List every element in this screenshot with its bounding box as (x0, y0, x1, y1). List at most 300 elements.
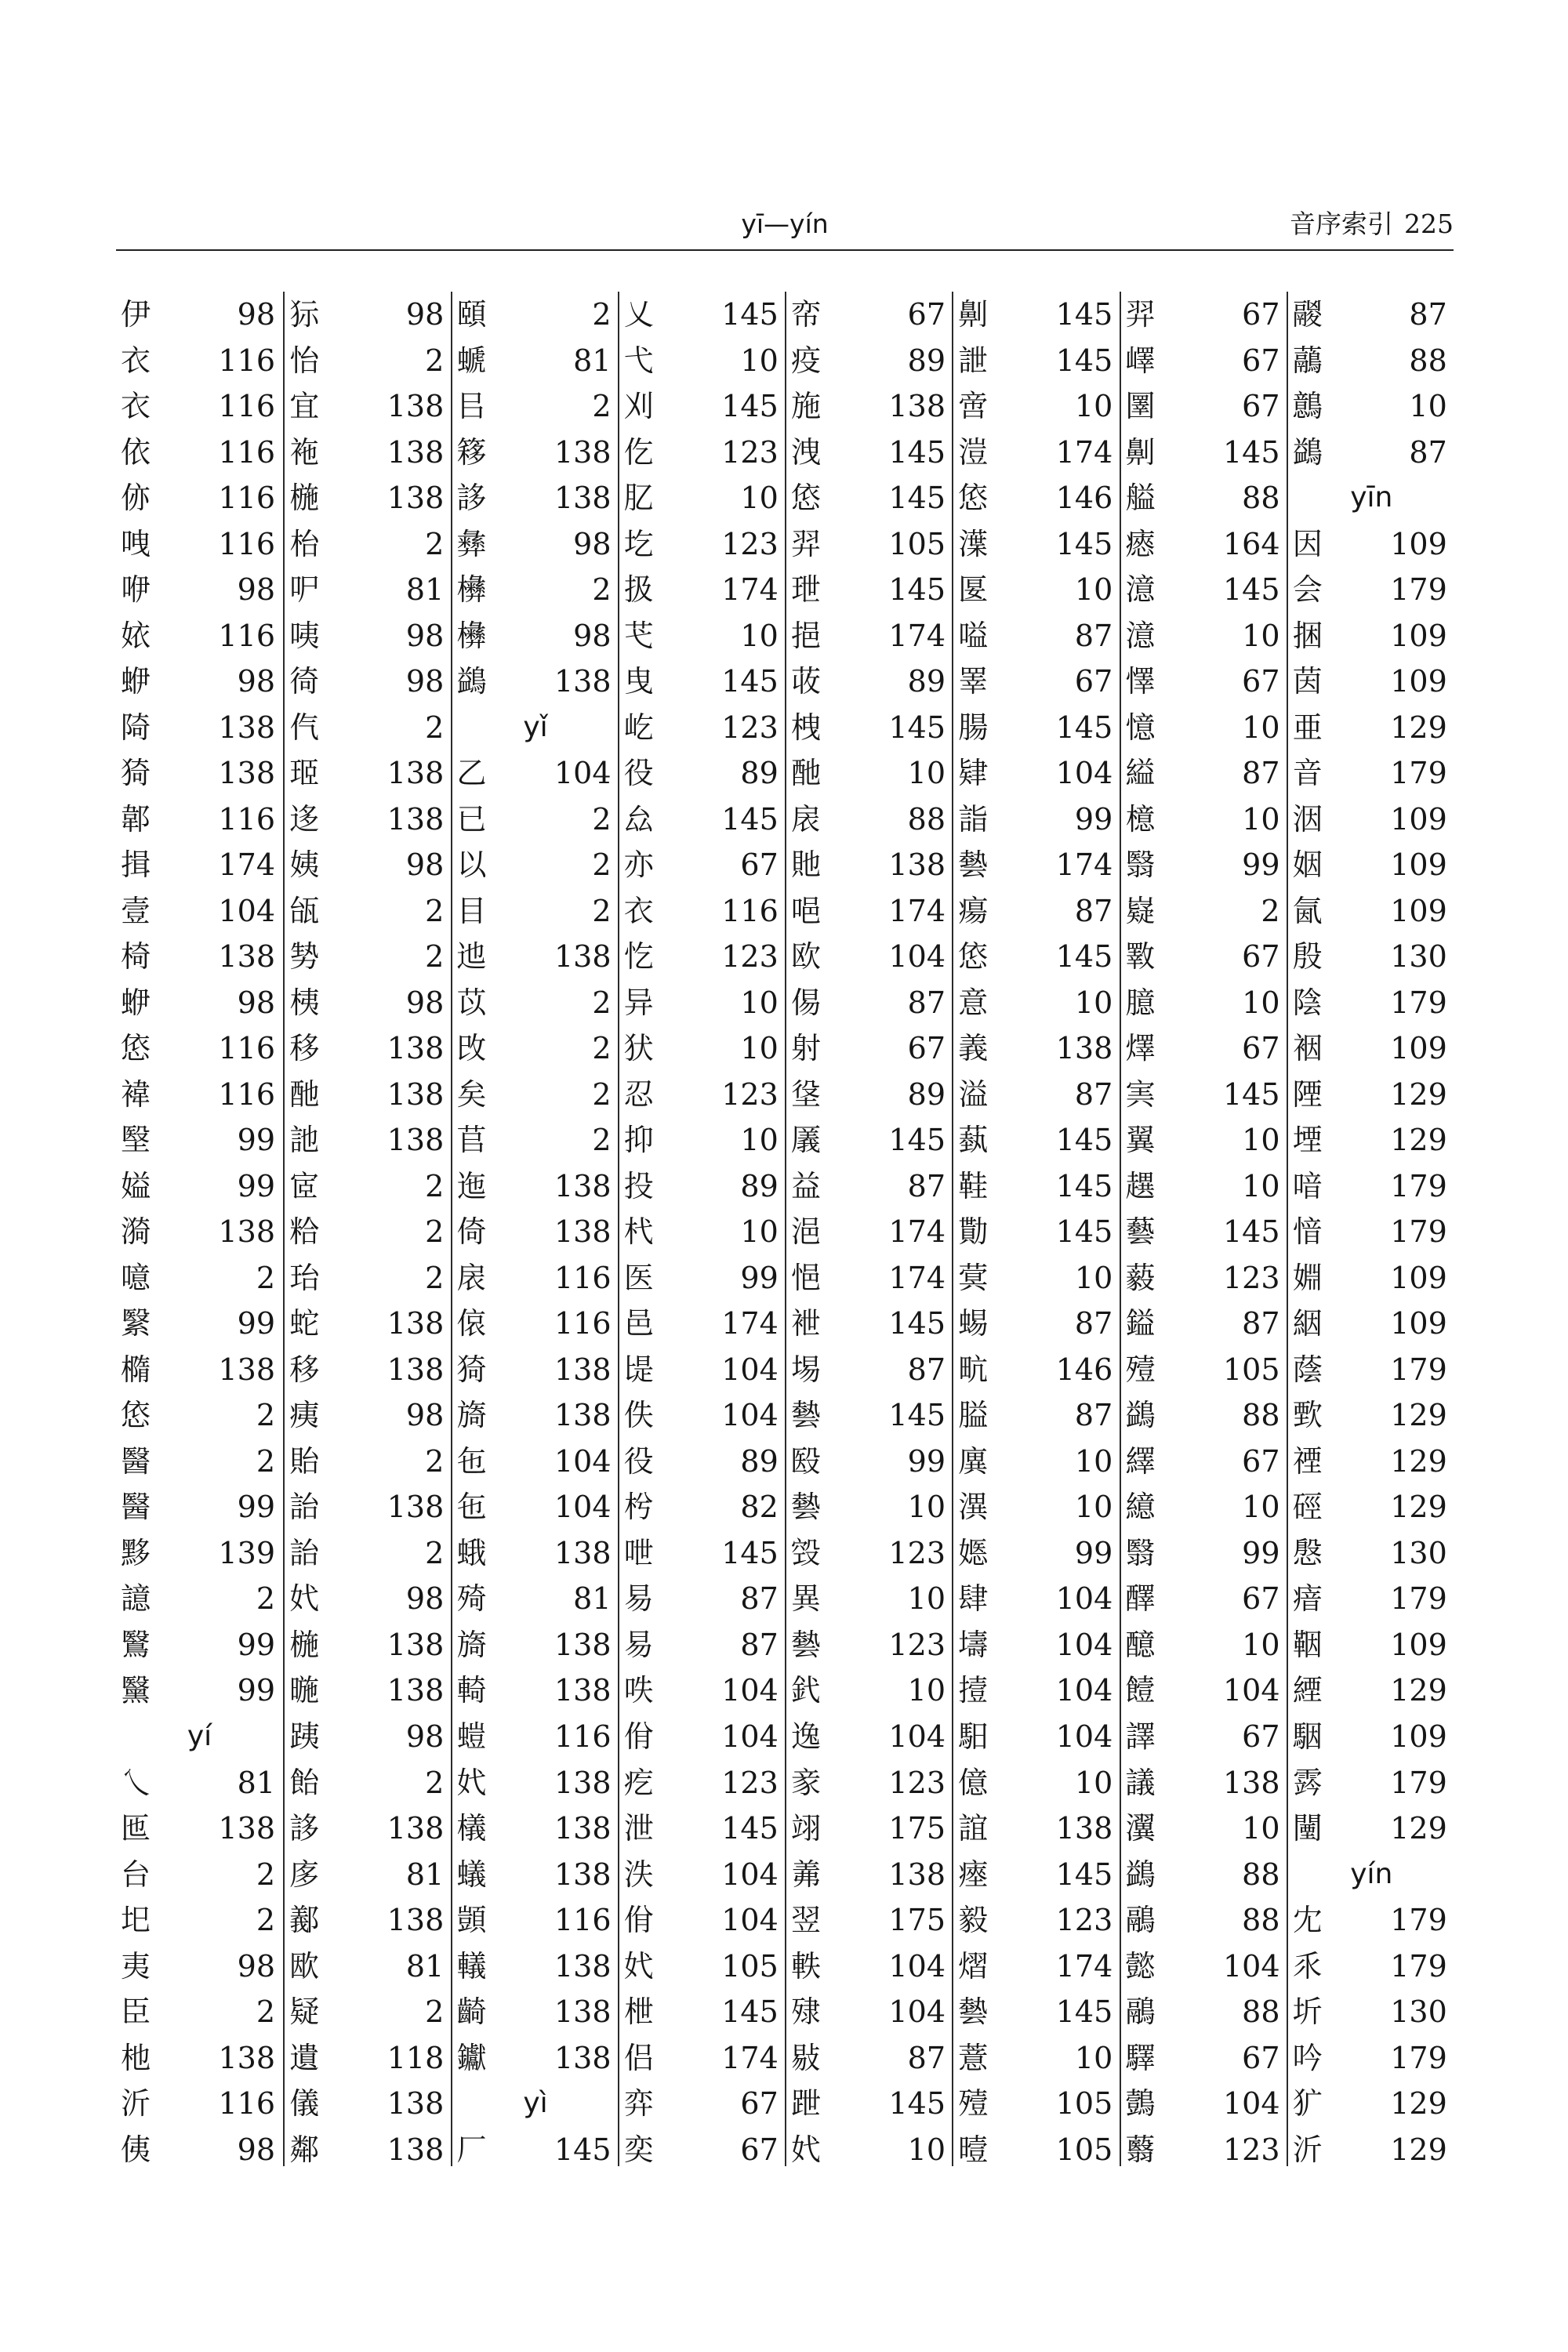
entry-page-number: 2 (592, 572, 612, 608)
index-entry (953, 1301, 1120, 1346)
entry-character: 圯 (121, 1903, 151, 1938)
entry-character: 扆 (456, 1260, 487, 1295)
entry-character: 洩 (791, 434, 822, 470)
entry-page-number: 104 (721, 1673, 779, 1708)
entry-character: 陰 (1292, 985, 1323, 1020)
index-entry (452, 1989, 619, 2034)
index-entry (1121, 292, 1288, 337)
index-entry (786, 1714, 953, 1759)
index-entry (619, 1072, 786, 1117)
entry-character: 忔 (623, 939, 654, 975)
entry-character: 㙯 (791, 1398, 822, 1433)
entry-page-number: 179 (1390, 1765, 1447, 1800)
entry-page-number: 138 (218, 1811, 275, 1846)
index-entry (285, 1852, 452, 1897)
index-column (952, 292, 1120, 2166)
index-entry (786, 1622, 953, 1668)
entry-character: 翊 (791, 1811, 822, 1846)
index-entry (619, 1530, 786, 1576)
entry-page-number: 179 (1390, 985, 1447, 1020)
entry-page-number: 88 (907, 801, 946, 837)
entry-page-number: 89 (740, 1443, 779, 1479)
entry-page-number: 81 (405, 1948, 445, 1984)
entry-character: 杝 (121, 2040, 151, 2075)
entry-character: 倚 (456, 1214, 487, 1250)
entry-page-number: 138 (218, 939, 275, 975)
entry-page-number: 116 (218, 526, 275, 561)
index-entry (786, 934, 953, 979)
entry-page-number: 138 (554, 1811, 612, 1846)
index-entry (452, 1897, 619, 1943)
index-entry (285, 1622, 452, 1668)
index-entry (1121, 430, 1288, 475)
index-entry (786, 613, 953, 659)
entry-page-number: 174 (1055, 1948, 1113, 1984)
index-entry (786, 842, 953, 887)
index-entry (116, 2127, 283, 2172)
index-entry (1121, 1806, 1288, 1851)
entry-page-number: 67 (1242, 343, 1280, 378)
index-entry (1121, 659, 1288, 704)
entry-character: 鬷 (1292, 297, 1323, 332)
index-entry (619, 659, 786, 704)
entry-page-number: 179 (1390, 572, 1447, 608)
entry-page-number: 88 (1242, 1994, 1280, 2030)
entry-page-number: 129 (1390, 710, 1447, 745)
index-entry (953, 1944, 1120, 1989)
entry-character: 瘱 (1125, 526, 1156, 561)
entry-character: 夷 (121, 1948, 151, 1984)
entry-character: 犷 (1292, 2086, 1323, 2122)
entry-character: 㢁 (289, 1857, 320, 1892)
entry-page-number: 10 (1242, 1168, 1280, 1203)
index-entry (285, 1025, 452, 1071)
entry-page-number: 174 (888, 618, 946, 653)
entry-character: 軼 (791, 1948, 822, 1984)
index-entry (953, 1117, 1120, 1163)
entry-page-number: 174 (218, 848, 275, 883)
entry-page-number: 67 (1242, 1031, 1280, 1066)
entry-page-number: 99 (1242, 1535, 1280, 1570)
index-entry (285, 383, 452, 429)
entry-page-number: 89 (740, 1168, 779, 1203)
entry-page-number: 145 (721, 1535, 779, 1570)
index-entry (116, 1255, 283, 1301)
entry-page-number: 10 (1074, 389, 1113, 424)
index-entry (452, 1714, 619, 1759)
entry-character: 蛜 (121, 664, 151, 699)
entry-character: 澺 (1125, 572, 1156, 608)
entry-page-number: 10 (907, 1673, 946, 1708)
index-entry (619, 1163, 786, 1209)
entry-character: 鷁 (1292, 434, 1323, 470)
index-entry (1288, 1668, 1455, 1713)
entry-page-number: 10 (907, 756, 946, 791)
entry-character: 㙯 (958, 1994, 989, 2030)
index-entry (452, 1072, 619, 1117)
entry-page-number: 145 (721, 1994, 779, 2030)
entry-page-number: 145 (1055, 1857, 1113, 1892)
index-entry (953, 1072, 1120, 1117)
entry-character: 瓵 (289, 893, 320, 928)
entry-character: 瘞 (958, 1857, 989, 1892)
index-entry (285, 1392, 452, 1438)
entry-page-number: 138 (554, 1214, 612, 1250)
entry-character: 匽 (958, 572, 989, 608)
entry-page-number: 138 (554, 1673, 612, 1708)
entry-page-number: 81 (405, 572, 445, 608)
index-entry (1288, 1897, 1455, 1943)
index-entry (1288, 1530, 1455, 1576)
entry-character: 顗 (456, 1903, 487, 1938)
entry-page-number: 179 (1390, 1352, 1447, 1387)
entry-page-number: 116 (218, 1031, 275, 1066)
index-entry (619, 1668, 786, 1713)
index-entry (452, 1163, 619, 1209)
index-entry (116, 1301, 283, 1346)
entry-character: 易 (623, 1581, 654, 1617)
entry-page-number: 130 (1390, 939, 1447, 975)
index-entry (786, 1760, 953, 1806)
entry-character: 酏 (791, 756, 822, 791)
header-right (1290, 202, 1454, 246)
entry-page-number: 99 (237, 1306, 275, 1341)
entry-page-number: 138 (554, 939, 612, 975)
entry-character: 懿 (1125, 1948, 1156, 1984)
entry-page-number: 129 (1390, 1673, 1447, 1708)
entry-character: 㐌 (456, 1443, 487, 1479)
entry-page-number: 109 (1390, 664, 1447, 699)
entry-page-number: 10 (1074, 1260, 1113, 1295)
entry-character: 枻 (623, 1994, 654, 2030)
entry-character: 䣡 (289, 1903, 320, 1938)
entry-character: 医 (623, 1260, 654, 1295)
index-entry (1288, 292, 1455, 337)
index-entry (953, 475, 1120, 521)
index-entry (116, 1163, 283, 1209)
entry-page-number: 81 (405, 1857, 445, 1892)
entry-character: 鷾 (1292, 389, 1323, 424)
entry-page-number: 98 (237, 297, 275, 332)
entry-page-number: 116 (721, 893, 779, 928)
entry-character: 吟 (1292, 2040, 1323, 2075)
entry-character: 宧 (289, 1168, 320, 1203)
entry-character: 瀷 (1125, 1811, 1156, 1846)
index-entry (285, 1072, 452, 1117)
entry-page-number: 2 (592, 985, 612, 1020)
entry-character: 藝 (1125, 1214, 1156, 1250)
entry-character: 翌 (791, 1903, 822, 1938)
entry-page-number: 10 (740, 1031, 779, 1066)
entry-character: 会 (1292, 572, 1323, 608)
entry-page-number: 109 (1390, 801, 1447, 837)
entry-page-number: 123 (721, 434, 779, 470)
entry-character: 殹 (791, 1443, 822, 1479)
index-entry (953, 1392, 1120, 1438)
index-entry (786, 1806, 953, 1851)
entry-page-number: 145 (1055, 297, 1113, 332)
entry-page-number: 174 (888, 1260, 946, 1295)
index-entry (953, 1025, 1120, 1071)
entry-character: 儀 (289, 2086, 320, 2122)
entry-page-number: 98 (405, 297, 445, 332)
index-entry (1121, 1760, 1288, 1806)
entry-page-number: 104 (554, 1443, 612, 1479)
index-entry (619, 1301, 786, 1346)
entry-page-number: 2 (425, 1214, 445, 1250)
entry-character: 枍 (623, 1490, 654, 1525)
index-entry (953, 1806, 1120, 1851)
entry-page-number: 98 (237, 985, 275, 1020)
entry-character: 㚤 (456, 1765, 487, 1800)
entry-page-number: 99 (237, 1673, 275, 1708)
index-entry (1288, 1392, 1455, 1438)
entry-page-number: 145 (888, 710, 946, 745)
entry-character: 乂 (623, 297, 654, 332)
entry-page-number: 138 (554, 1857, 612, 1892)
index-entry (619, 1484, 786, 1530)
entry-character: 浥 (791, 1214, 822, 1250)
index-entry (116, 1989, 283, 2034)
entry-character: 施 (791, 389, 822, 424)
index-entry (619, 980, 786, 1025)
entry-character: 檥 (456, 1811, 487, 1846)
index-entry (116, 659, 283, 704)
entry-character: 黟 (121, 1535, 151, 1570)
entry-character: 彝 (456, 526, 487, 561)
entry-page-number: 2 (592, 1031, 612, 1066)
index-entry (786, 980, 953, 1025)
entry-character: 旖 (456, 1398, 487, 1433)
entry-page-number: 88 (1242, 481, 1280, 516)
entry-page-number: 129 (1390, 1443, 1447, 1479)
index-entry (452, 842, 619, 887)
entry-page-number: 2 (425, 343, 445, 378)
pinyin-heading: yì (523, 2087, 548, 2120)
index-entry (1288, 1117, 1455, 1163)
index-entry (1288, 1760, 1455, 1806)
entry-character: 澺 (1125, 618, 1156, 653)
entry-page-number: 179 (1390, 2040, 1447, 2075)
index-entry (285, 1897, 452, 1943)
entry-character: 欧 (791, 939, 822, 975)
index-entry (786, 1392, 953, 1438)
entry-page-number: 138 (387, 1306, 445, 1341)
entry-page-number: 67 (1242, 664, 1280, 699)
entry-character: 腸 (958, 710, 989, 745)
entry-character: 劓 (1125, 434, 1156, 470)
index-column (451, 292, 619, 2166)
index-entry (452, 1439, 619, 1484)
entry-character: 鞋 (958, 1168, 989, 1203)
entry-character: 醷 (1125, 1627, 1156, 1662)
entry-page-number: 145 (1055, 1168, 1113, 1203)
entry-page-number: 179 (1390, 1948, 1447, 1984)
index-entry (1121, 521, 1288, 567)
entry-character: 譩 (121, 1581, 151, 1617)
index-entry (116, 934, 283, 979)
entry-character: 仡 (623, 434, 654, 470)
entry-page-number: 10 (1242, 618, 1280, 653)
index-entry (1288, 1944, 1455, 1989)
entry-character: 誼 (958, 1811, 989, 1846)
entry-page-number: 104 (1055, 756, 1113, 791)
entry-page-number: 174 (888, 1214, 946, 1250)
entry-page-number: 99 (237, 1123, 275, 1158)
index-entry (452, 567, 619, 612)
index-entry (116, 475, 283, 521)
entry-page-number: 10 (1242, 985, 1280, 1020)
entry-page-number: 98 (237, 664, 275, 699)
index-entry (619, 1989, 786, 2034)
index-entry (452, 383, 619, 429)
index-entry (1288, 1484, 1455, 1530)
entry-page-number: 104 (888, 1719, 946, 1754)
entry-character: 圪 (623, 526, 654, 561)
index-entry (1288, 613, 1455, 659)
entry-character: 揖 (121, 848, 151, 883)
index-entry (1121, 842, 1288, 887)
entry-character: 沂 (121, 2086, 151, 2122)
entry-page-number: 99 (907, 1443, 946, 1479)
entry-page-number: 99 (740, 1260, 779, 1295)
entry-character: 泄 (623, 1811, 654, 1846)
entry-character: 郼 (121, 801, 151, 837)
entry-page-number: 2 (425, 1535, 445, 1570)
index-entry (1288, 1439, 1455, 1484)
index-entry (285, 2081, 452, 2126)
index-entry (1121, 1301, 1288, 1346)
entry-character: 迆 (456, 939, 487, 975)
entry-page-number: 2 (592, 1123, 612, 1158)
entry-page-number: 81 (573, 1581, 612, 1617)
entry-character: 㕒 (791, 1123, 822, 1158)
entry-page-number: 138 (888, 848, 946, 883)
entry-character: 肆 (958, 1581, 989, 1617)
index-entry (1121, 1347, 1288, 1392)
index-column (283, 292, 452, 2166)
entry-character: 頤 (456, 297, 487, 332)
entry-character: 粭 (289, 1214, 320, 1250)
entry-character: 乀 (121, 1765, 151, 1800)
entry-page-number: 10 (907, 1490, 946, 1525)
entry-character: 宜 (289, 389, 320, 424)
entry-page-number: 89 (740, 756, 779, 791)
index-entry (1121, 1576, 1288, 1621)
entry-character: 椸 (289, 481, 320, 516)
entry-page-number: 138 (387, 1811, 445, 1846)
entry-page-number: 87 (1074, 618, 1113, 653)
index-entry (786, 1301, 953, 1346)
entry-page-number: 104 (888, 1948, 946, 1984)
index-entry (452, 1668, 619, 1713)
entry-character: 瘍 (958, 893, 989, 928)
entry-page-number: 2 (1261, 893, 1280, 928)
entry-page-number: 67 (1242, 389, 1280, 424)
index-entry (285, 521, 452, 567)
entry-character: 詒 (289, 1535, 320, 1570)
entry-character: 挹 (791, 618, 822, 653)
index-entry (1121, 888, 1288, 934)
entry-page-number: 67 (1242, 1581, 1280, 1617)
entry-character: 馹 (958, 1719, 989, 1754)
index-entry (786, 797, 953, 842)
entry-character: 袣 (791, 1306, 822, 1341)
entry-page-number: 98 (405, 985, 445, 1020)
index-entry (953, 2127, 1120, 2172)
entry-character: 勩 (958, 1214, 989, 1250)
index-entry (452, 475, 619, 521)
entry-character: 輢 (456, 1673, 487, 1708)
index-entry (1288, 1714, 1455, 1759)
entry-character: 殷 (1292, 939, 1323, 975)
entry-character: 肊 (623, 481, 654, 516)
entry-character: 㥋 (958, 481, 989, 516)
entry-page-number: 104 (1055, 1673, 1113, 1708)
entry-page-number: 109 (1390, 893, 1447, 928)
entry-character: 曀 (958, 2132, 989, 2167)
entry-page-number: 145 (1055, 710, 1113, 745)
entry-page-number: 138 (218, 2040, 275, 2075)
entry-character: 悒 (791, 1260, 822, 1295)
entry-character: 㑊 (121, 481, 151, 516)
entry-page-number: 174 (721, 1306, 779, 1341)
entry-page-number: 138 (218, 756, 275, 791)
entry-page-number: 138 (554, 1765, 612, 1800)
entry-page-number: 138 (387, 1627, 445, 1662)
entry-page-number: 138 (218, 1214, 275, 1250)
entry-character: 蟻 (456, 1857, 487, 1892)
index-entry (116, 2081, 283, 2126)
entry-page-number: 2 (256, 1398, 275, 1433)
entry-page-number: 129 (1390, 1398, 1447, 1433)
index-entry (1288, 521, 1455, 567)
entry-page-number: 10 (1074, 1765, 1113, 1800)
entry-page-number: 145 (1055, 1214, 1113, 1250)
entry-page-number: 10 (1074, 2040, 1113, 2075)
entry-character: 役 (623, 1443, 654, 1479)
index-entry (1121, 1025, 1288, 1071)
entry-character: 陻 (1292, 1076, 1323, 1112)
entry-character: 㐌 (456, 1490, 487, 1525)
entry-page-number: 98 (405, 664, 445, 699)
entry-page-number: 145 (1055, 1994, 1113, 2030)
entry-character: 暆 (289, 1673, 320, 1708)
entry-character: 荍 (791, 664, 822, 699)
page-number: 225 (1404, 209, 1454, 239)
index-entry (116, 1668, 283, 1713)
entry-page-number: 145 (721, 1811, 779, 1846)
entry-character: 酏 (289, 1076, 320, 1112)
entry-page-number: 123 (721, 939, 779, 975)
entry-page-number: 174 (888, 893, 946, 928)
entry-page-number: 145 (888, 1398, 946, 1433)
entry-character: 呹 (623, 1673, 654, 1708)
entry-character: 益 (791, 1168, 822, 1203)
entry-character: 繄 (121, 1306, 151, 1341)
index-entry (1288, 1255, 1455, 1301)
entry-character: 蓂 (958, 1260, 989, 1295)
header-rule (116, 249, 1454, 251)
entry-page-number: 129 (1390, 2132, 1447, 2167)
index-entry (953, 613, 1120, 659)
index-entry (1121, 1989, 1288, 2034)
entry-character: 轙 (456, 1948, 487, 1984)
pinyin-heading: yīn (1350, 481, 1393, 514)
index-entry (619, 797, 786, 842)
entry-character: 异 (623, 985, 654, 1020)
index-entry (285, 1714, 452, 1759)
